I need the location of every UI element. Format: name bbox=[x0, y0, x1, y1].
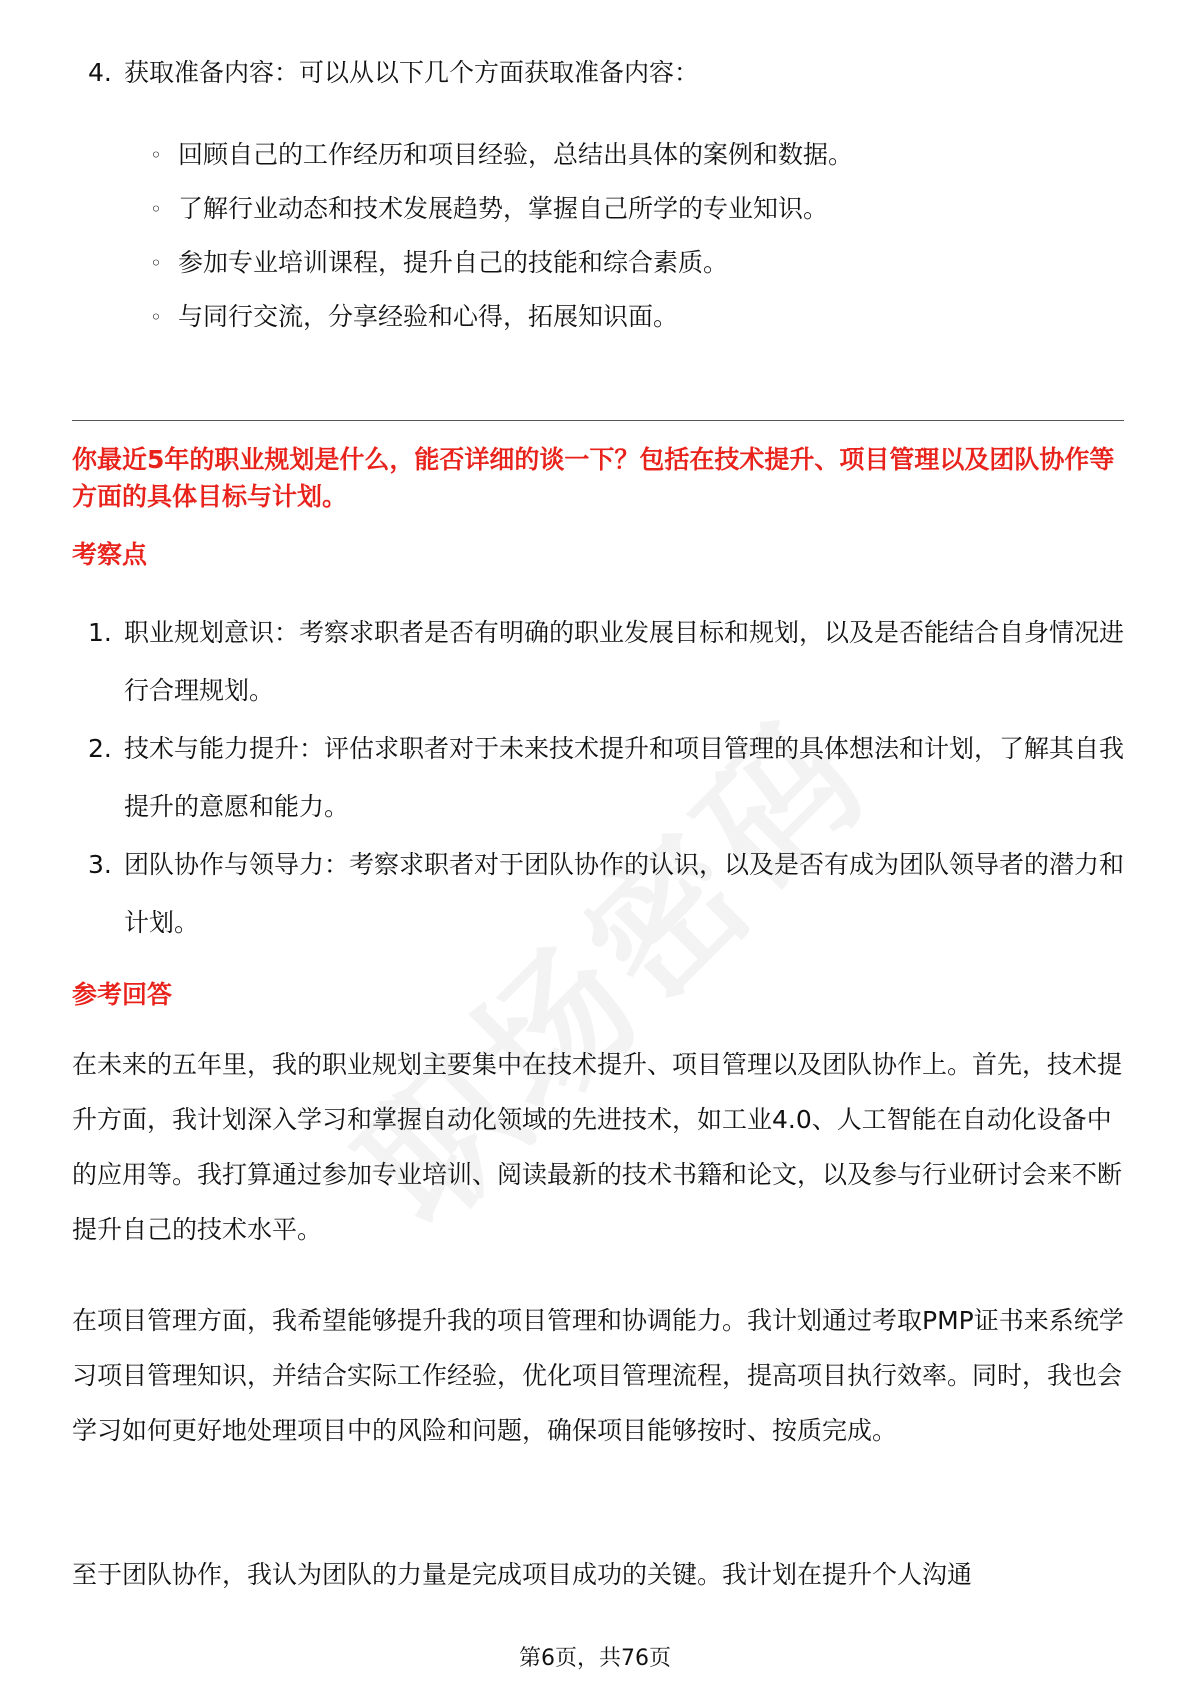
answer-paragraph-3: 至于团队协作，我认为团队的力量是完成项目成功的关键。我计划在提升个人沟通 bbox=[72, 1560, 973, 1589]
document-page: 4. 获取准备内容：可以从以下几个方面获取准备内容： ◦ 回顾自己的工作经历和项目经验，总结出具体的案例和数据。 ◦ 了解行业动态和技术发展趋势，掌握自己所学的专业知识。 ◦ 参加专业培训课程，提升自己的技能和综合素质。 ◦ 与同行交流，分享经验和心得，拓展知识面。 你最近5年的职业规划是什么，能否详细的谈一下？包括在技术提升、项目管理以及团队协作等方面的具体目标与计划。 考察点 1. 职业规划意识：考察求职者是否有明确的职业发展目标和规划，以及是否能结合自身情况进行合理规划。 2. 技术与能力提升：评估求职者对于未来技术提升和项目管理的具体想法和计划，了解其自我提升的意愿和能力。 3. 团队协作与领导力：考察求职者对于团队协作的认识，以及是否有成为团队领导者的潜力和计划。 参考回答 在未来的五年里，我的职业规划主要集中在技术提升、项目管理以及团队协作上。首先，技术提升方面，我计划深入学习和掌握自动化领域的先进技术，如工业4.0、人工智能在自动化设备中的应用等。我打算通过参加专业培训、阅读最新的技术书籍和论文，以及参与行业研讨会来不断提升自己的技术水平。 在项目管理方面，我希望能够提升我的项目管理和协调能力。我计划通过考取PMP证书来系统学习项目管理知识，并结合实际工作经验，优化项目管理流程，提高项目执行效率。同时，我也会学习如何更好地处理项目中的风险和问题，确保项目能够按时、按质完成。 至于团队协作，我认为团队的力量是完成项目成功的关键。我计划在提升个人沟通 第6页，共76页 bbox=[0, 0, 1190, 1684]
list-text: 获取准备内容：可以从以下几个方面获取准备内容： bbox=[124, 58, 700, 87]
page-number: 第6页，共76页 bbox=[519, 1646, 671, 1671]
question-title: 你最近5年的职业规划是什么，能否详细的谈一下？包括在技术提升、项目管理以及团队协作等方面的具体目标与计划。 bbox=[72, 445, 1115, 511]
divider bbox=[72, 420, 1124, 421]
bullet-icon: ◦ bbox=[150, 251, 162, 275]
list-text: 团队协作与领导力：考察求职者对于团队协作的认识，以及是否有成为团队领导者的潜力和计划。 bbox=[124, 850, 1125, 937]
bullet-icon: ◦ bbox=[150, 143, 162, 167]
answer-paragraph-2: 在项目管理方面，我希望能够提升我的项目管理和协调能力。我计划通过考取PMP证书来系统学习项目管理知识，并结合实际工作经验，优化项目管理流程，提高项目执行效率。同时，我也会学习如何更好地处理项目中的风险和问题，确保项目能够按时、按质完成。 bbox=[72, 1306, 1124, 1445]
list-number: 2. bbox=[88, 734, 112, 763]
answer-heading: 参考回答 bbox=[72, 980, 173, 1009]
exam-points-heading: 考察点 bbox=[72, 540, 148, 569]
list-number: 3. bbox=[88, 850, 112, 879]
list-number: 1. bbox=[88, 618, 112, 647]
list-text: 职业规划意识：考察求职者是否有明确的职业发展目标和规划，以及是否能结合自身情况进行合理规划。 bbox=[124, 618, 1125, 705]
answer-paragraph-1: 在未来的五年里，我的职业规划主要集中在技术提升、项目管理以及团队协作上。首先，技术提升方面，我计划深入学习和掌握自动化领域的先进技术，如工业4.0、人工智能在自动化设备中的应用等。我打算通过参加专业培训、阅读最新的技术书籍和论文，以及参与行业研讨会来不断提升自己的技术水平。 bbox=[72, 1050, 1123, 1244]
bullet-icon: ◦ bbox=[150, 305, 162, 329]
list-number: 4. bbox=[88, 58, 112, 87]
bullet-icon: ◦ bbox=[150, 197, 162, 221]
list-text: 技术与能力提升：评估求职者对于未来技术提升和项目管理的具体想法和计划，了解其自我提升的意愿和能力。 bbox=[124, 734, 1125, 821]
